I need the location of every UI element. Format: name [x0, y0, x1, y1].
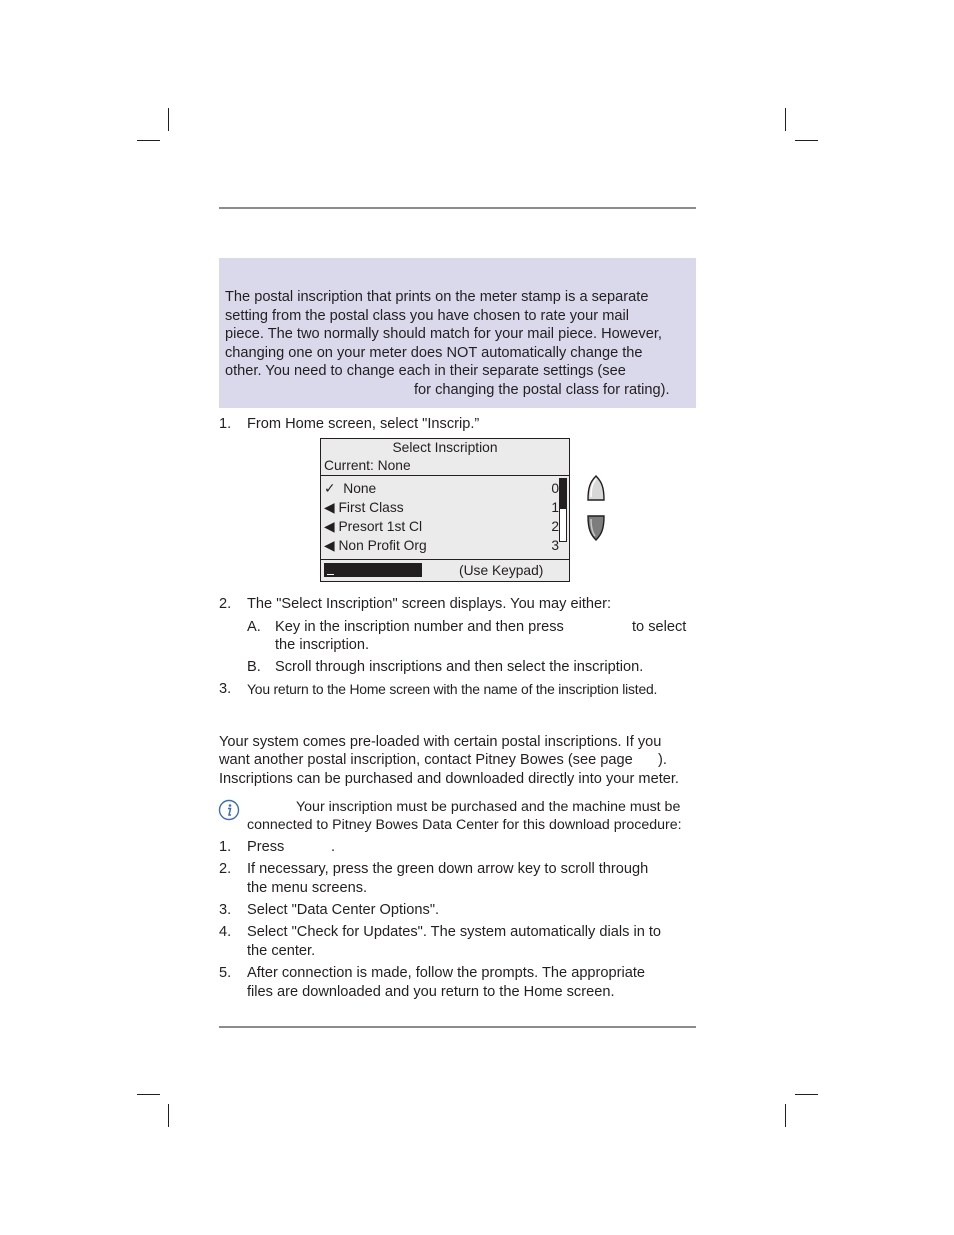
- footer-rule: [219, 1026, 696, 1028]
- screen-title: Select Inscription: [392, 440, 498, 455]
- step-number: 5.: [219, 965, 232, 981]
- option-number: 1: [551, 500, 559, 515]
- option-label: Presort 1st Cl: [338, 519, 423, 534]
- substep-text: Key in the inscription number and then press: [275, 619, 564, 635]
- check-icon: ✓: [324, 481, 336, 496]
- note-line: for changing the postal class for rating).: [414, 381, 670, 398]
- substep-text: Scroll through inscriptions and then select the inscription.: [275, 659, 644, 675]
- info-text: connected to Pitney Bowes Data Center for this download procedure:: [247, 817, 682, 833]
- step-text: The "Select Inscription" screen displays. You may either:: [247, 596, 612, 612]
- entry-cursor: [327, 574, 334, 575]
- step-number: 2.: [219, 596, 232, 612]
- option-label: Non Profit Org: [338, 538, 427, 553]
- header-rule: [219, 207, 696, 209]
- crop-mark: [785, 108, 786, 131]
- option-number: 0: [551, 481, 559, 496]
- step-text: the menu screens.: [247, 880, 368, 896]
- select-inscription-screen: [320, 438, 570, 582]
- option-number: 2: [551, 519, 559, 534]
- crop-mark: [795, 1094, 818, 1095]
- info-text: Your inscription must be purchased and the machine must be: [296, 799, 681, 815]
- crop-mark: [168, 1104, 169, 1127]
- paragraph-line: want another postal inscription, contact Pitney Bowes (see page: [219, 752, 633, 768]
- important-note-text: [225, 288, 693, 400]
- crop-mark: [168, 108, 169, 131]
- step-number: 3.: [219, 681, 232, 697]
- option-label: None: [343, 481, 377, 496]
- crop-mark: [795, 140, 818, 141]
- step-text: From Home screen, select "Inscrip.”: [247, 416, 480, 432]
- note-line: setting from the postal class you have chosen to rate your mail: [225, 307, 629, 324]
- keypad-entry-field[interactable]: [324, 563, 422, 577]
- note-line: piece. The two normally should match for your mail piece. However,: [225, 326, 662, 343]
- screen-scrollbar[interactable]: [559, 478, 567, 542]
- substep-text: the inscription.: [275, 637, 370, 653]
- up-arrow-key-icon[interactable]: [585, 474, 607, 502]
- substep-text: to select: [632, 619, 687, 635]
- crop-mark: [137, 140, 160, 141]
- substep-letter: A.: [247, 619, 261, 635]
- inscription-option-first-class[interactable]: [324, 500, 559, 519]
- inscription-option-none[interactable]: [324, 481, 559, 500]
- note-line: The postal inscription that prints on the meter stamp is a separate: [225, 289, 649, 305]
- inscription-option-non-profit[interactable]: [324, 538, 559, 557]
- down-arrow-key-icon[interactable]: [585, 514, 607, 542]
- note-line: other. You need to change each in their separate settings (see: [225, 363, 626, 380]
- note-line: changing one on your meter does NOT automatically change the: [225, 344, 643, 361]
- option-number: 3: [551, 538, 559, 553]
- screen-current-value: Current: None: [324, 458, 411, 473]
- step-text: After connection is made, follow the prompts. The appropriate: [247, 965, 646, 981]
- screen-divider: [321, 559, 569, 560]
- paragraph-line: ).: [658, 752, 667, 768]
- info-icon: [218, 799, 240, 821]
- step-number: 3.: [219, 902, 232, 918]
- step-number: 1.: [219, 839, 232, 855]
- inscription-option-presort[interactable]: [324, 519, 559, 538]
- step-text: .: [331, 839, 336, 855]
- step-text: Select "Check for Updates". The system automatically dials in to: [247, 924, 662, 940]
- scrollbar-thumb[interactable]: [560, 479, 566, 509]
- option-label: First Class: [338, 500, 404, 515]
- step-text: Press: [247, 839, 285, 855]
- screen-divider: [321, 475, 569, 476]
- paragraph-line: Inscriptions can be purchased and downloaded directly into your meter.: [219, 771, 679, 787]
- substep-letter: B.: [247, 659, 261, 675]
- crop-mark: [785, 1104, 786, 1127]
- step-text: the center.: [247, 943, 316, 959]
- paragraph-line: Your system comes pre-loaded with certain postal inscriptions. If you: [219, 734, 662, 750]
- select-arrow-icon: ◀: [324, 538, 335, 553]
- select-arrow-icon: ◀: [324, 519, 335, 534]
- step-number: 1.: [219, 416, 232, 432]
- keypad-hint: (Use Keypad): [459, 563, 544, 578]
- step-text: Select "Data Center Options".: [247, 902, 440, 918]
- step-text: files are downloaded and you return to the Home screen.: [247, 984, 615, 1000]
- step-text: You return to the Home screen with the name of the inscription listed.: [247, 681, 658, 697]
- crop-mark: [137, 1094, 160, 1095]
- select-arrow-icon: ◀: [324, 500, 335, 515]
- step-number: 4.: [219, 924, 232, 940]
- step-number: 2.: [219, 861, 232, 877]
- step-text: If necessary, press the green down arrow key to scroll through: [247, 861, 649, 877]
